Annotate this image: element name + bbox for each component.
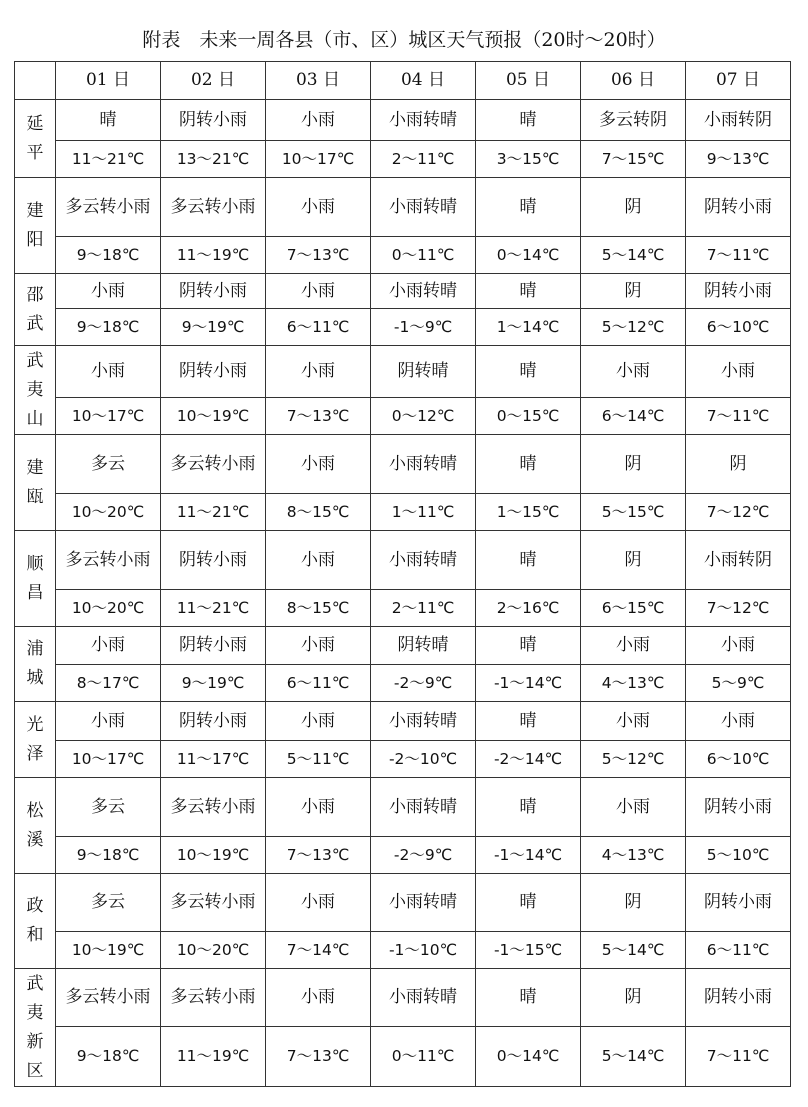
temperature-cell: 6～14℃ [581,398,686,435]
county-name-char: 瓯 [26,486,44,507]
county-name-char: 山 [26,408,44,429]
weather-cell: 晴 [476,178,581,237]
weather-cell: 晴 [476,778,581,837]
day-header: 07 日 [686,62,791,100]
temperature-cell: 6～15℃ [581,590,686,627]
temperature-cell: 10～19℃ [56,932,161,969]
county-name-char: 松 [26,800,44,821]
day-header: 01 日 [56,62,161,100]
weather-cell: 小雨 [266,346,371,398]
temperature-cell: 10～17℃ [56,741,161,778]
temperature-cell: 11～19℃ [161,1027,266,1087]
weather-cell: 晴 [476,100,581,141]
county-name [15,274,56,346]
county-name-char: 建 [26,457,44,478]
day-header: 05 日 [476,62,581,100]
temperature-cell: 13～21℃ [161,141,266,178]
county-name [15,778,56,874]
temperature-cell: 7～14℃ [266,932,371,969]
temperature-row [15,837,791,874]
weather-cell: 小雨 [56,346,161,398]
weather-cell: 小雨 [581,346,686,398]
temperature-row [15,932,791,969]
temperature-cell: -1～14℃ [476,665,581,702]
weather-cell: 小雨转晴 [371,435,476,494]
temperature-cell: 5～9℃ [686,665,791,702]
temperature-cell: 5～14℃ [581,932,686,969]
temperature-cell: 0～14℃ [476,1027,581,1087]
county-name-char: 夷 [26,1002,44,1023]
weather-cell: 晴 [476,627,581,665]
county-name-char: 新 [26,1031,44,1052]
county-name-char: 政 [26,896,44,916]
temperature-row [15,741,791,778]
temperature-cell: 3～15℃ [476,141,581,178]
temperature-cell: 2～16℃ [476,590,581,627]
day-header: 04 日 [371,62,476,100]
temperature-cell: 9～18℃ [56,309,161,346]
temperature-cell: 7～12℃ [686,494,791,531]
weather-row [15,346,791,398]
weather-cell: 阴转小雨 [686,874,791,932]
temperature-cell: 9～13℃ [686,141,791,178]
weather-cell: 小雨转阴 [686,100,791,141]
temperature-cell: -2～10℃ [371,741,476,778]
temperature-cell: 8～17℃ [56,665,161,702]
weather-cell: 小雨转晴 [371,874,476,932]
weather-row [15,627,791,665]
weather-cell: 小雨 [581,627,686,665]
weather-row [15,969,791,1027]
weather-cell: 多云转小雨 [161,969,266,1027]
county-name-char: 夷 [26,379,44,400]
weather-cell: 多云 [56,435,161,494]
temperature-cell: 5～12℃ [581,741,686,778]
weather-row [15,178,791,237]
temperature-cell: 6～10℃ [686,741,791,778]
county-name-char: 城 [26,668,44,688]
weather-cell: 小雨 [686,702,791,741]
temperature-cell: 10～20℃ [56,494,161,531]
temperature-cell: 7～11℃ [686,237,791,274]
weather-cell: 小雨 [56,274,161,309]
county-name-char: 武 [26,973,44,994]
weather-cell: 多云转小雨 [161,874,266,932]
weather-cell: 小雨 [266,969,371,1027]
weather-cell: 阴 [686,435,791,494]
weather-cell: 小雨 [581,778,686,837]
temperature-cell: 9～19℃ [161,309,266,346]
county-name [15,100,56,178]
temperature-cell: 9～18℃ [56,1027,161,1087]
temperature-cell: 7～13℃ [266,837,371,874]
temperature-cell: 5～12℃ [581,309,686,346]
temperature-cell: 10～19℃ [161,837,266,874]
temperature-cell: 7～11℃ [686,398,791,435]
temperature-cell: 5～14℃ [581,237,686,274]
county-name-char: 泽 [26,743,44,764]
temperature-cell: 10～17℃ [56,398,161,435]
county-name [15,435,56,531]
temperature-cell: -1～14℃ [476,837,581,874]
weather-cell: 多云转小雨 [56,531,161,590]
county-name [15,346,56,435]
weather-cell: 阴 [581,874,686,932]
temperature-cell: 11～17℃ [161,741,266,778]
weather-cell: 小雨 [581,702,686,741]
weather-cell: 阴 [581,969,686,1027]
weather-cell: 阴转小雨 [686,178,791,237]
temperature-cell: 9～19℃ [161,665,266,702]
weather-cell: 多云转小雨 [56,969,161,1027]
temperature-cell: 0～12℃ [371,398,476,435]
temperature-cell: 8～15℃ [266,590,371,627]
temperature-cell: 10～19℃ [161,398,266,435]
weather-cell: 小雨转晴 [371,178,476,237]
weather-cell: 小雨 [266,627,371,665]
temperature-cell: -1～9℃ [371,309,476,346]
temperature-cell: 7～12℃ [686,590,791,627]
weather-cell: 小雨 [266,274,371,309]
temperature-cell: 5～14℃ [581,1027,686,1087]
temperature-cell: 9～18℃ [56,837,161,874]
temperature-cell: 1～14℃ [476,309,581,346]
temperature-cell: 5～15℃ [581,494,686,531]
temperature-cell: 11～21℃ [161,590,266,627]
weather-cell: 晴 [476,874,581,932]
temperature-cell: 11～21℃ [56,141,161,178]
weather-row [15,874,791,932]
weather-cell: 晴 [476,435,581,494]
weather-cell: 阴转晴 [371,346,476,398]
weather-cell: 小雨转晴 [371,531,476,590]
weather-cell: 阴转小雨 [161,702,266,741]
temperature-row [15,398,791,435]
county-name-char: 顺 [26,553,44,574]
county-name-char: 和 [26,925,44,945]
temperature-cell: 10～20℃ [56,590,161,627]
temperature-row [15,237,791,274]
weather-cell: 小雨 [266,178,371,237]
weather-cell: 晴 [476,531,581,590]
county-name-char: 溪 [26,829,44,850]
temperature-cell: 10～20℃ [161,932,266,969]
county-name-char: 邵 [26,284,44,305]
county-name-char: 昌 [26,582,44,603]
county-name-char: 武 [26,350,44,371]
weather-row [15,100,791,141]
day-header: 02 日 [161,62,266,100]
weather-cell: 阴转小雨 [161,274,266,309]
county-name-char: 延 [26,113,44,134]
weather-cell: 阴转小雨 [161,531,266,590]
temperature-row [15,590,791,627]
weather-cell: 晴 [476,274,581,309]
corner-cell [15,62,56,100]
weather-row [15,778,791,837]
temperature-cell: 6～11℃ [266,665,371,702]
county-name-char: 区 [26,1060,44,1081]
temperature-cell: 7～11℃ [686,1027,791,1087]
weather-cell: 多云 [56,778,161,837]
temperature-cell: 7～13℃ [266,1027,371,1087]
temperature-cell: 0～15℃ [476,398,581,435]
weather-cell: 小雨 [266,874,371,932]
temperature-row [15,494,791,531]
weather-cell: 小雨转晴 [371,778,476,837]
weather-cell: 多云转小雨 [56,178,161,237]
temperature-cell: -1～10℃ [371,932,476,969]
county-name-char: 武 [26,313,44,334]
county-name [15,531,56,627]
temperature-cell: 4～13℃ [581,665,686,702]
weather-cell: 小雨转阴 [686,531,791,590]
temperature-cell: 11～19℃ [161,237,266,274]
temperature-cell: 0～11℃ [371,237,476,274]
temperature-cell: 6～11℃ [686,932,791,969]
county-name [15,178,56,274]
temperature-cell: 6～11℃ [266,309,371,346]
header-row [15,62,791,100]
temperature-cell: 5～10℃ [686,837,791,874]
temperature-cell: 0～11℃ [371,1027,476,1087]
county-name [15,874,56,969]
county-name-char: 平 [26,142,44,163]
temperature-cell: 7～13℃ [266,398,371,435]
weather-cell: 多云转小雨 [161,435,266,494]
temperature-cell: 11～21℃ [161,494,266,531]
temperature-cell: -2～9℃ [371,837,476,874]
forecast-table [14,61,791,1087]
weather-cell: 阴 [581,435,686,494]
temperature-cell: -2～9℃ [371,665,476,702]
weather-cell: 小雨 [686,627,791,665]
day-header: 06 日 [581,62,686,100]
weather-cell: 小雨转晴 [371,274,476,309]
weather-cell: 阴转小雨 [161,100,266,141]
temperature-cell: 2～11℃ [371,141,476,178]
weather-cell: 阴转小雨 [686,274,791,309]
temperature-cell: -1～15℃ [476,932,581,969]
temperature-cell: 4～13℃ [581,837,686,874]
weather-cell: 小雨转晴 [371,702,476,741]
county-name-char: 建 [26,200,44,221]
weather-cell: 阴转小雨 [161,627,266,665]
county-name-char: 光 [26,714,44,735]
weather-cell: 多云转小雨 [161,178,266,237]
weather-cell: 晴 [56,100,161,141]
temperature-row [15,1027,791,1087]
temperature-cell: -2～14℃ [476,741,581,778]
weather-cell: 晴 [476,969,581,1027]
weather-cell: 小雨 [266,531,371,590]
weather-cell: 小雨 [56,702,161,741]
weather-cell: 小雨 [266,435,371,494]
weather-cell: 小雨 [56,627,161,665]
temperature-row [15,141,791,178]
weather-cell: 阴 [581,178,686,237]
weather-cell: 阴转小雨 [686,969,791,1027]
temperature-row [15,309,791,346]
weather-cell: 晴 [476,346,581,398]
temperature-cell: 7～15℃ [581,141,686,178]
weather-cell: 多云 [56,874,161,932]
temperature-cell: 0～14℃ [476,237,581,274]
weather-cell: 阴 [581,531,686,590]
temperature-cell: 5～11℃ [266,741,371,778]
county-name [15,702,56,778]
weather-cell: 阴转小雨 [161,346,266,398]
weather-cell: 小雨 [266,100,371,141]
weather-row [15,435,791,494]
weather-cell: 小雨转晴 [371,100,476,141]
temperature-row [15,665,791,702]
weather-row [15,274,791,309]
weather-row [15,702,791,741]
weather-cell: 阴转小雨 [686,778,791,837]
temperature-cell: 6～10℃ [686,309,791,346]
weather-cell: 小雨 [266,778,371,837]
weather-cell: 阴 [581,274,686,309]
weather-row [15,531,791,590]
county-name-char: 阳 [26,229,44,250]
temperature-cell: 2～11℃ [371,590,476,627]
county-name-char: 浦 [26,639,44,659]
day-header: 03 日 [266,62,371,100]
weather-cell: 多云转小雨 [161,778,266,837]
county-name [15,627,56,702]
weather-cell: 多云转阴 [581,100,686,141]
county-name [15,969,56,1087]
temperature-cell: 7～13℃ [266,237,371,274]
temperature-cell: 9～18℃ [56,237,161,274]
weather-cell: 小雨 [266,702,371,741]
weather-cell: 阴转晴 [371,627,476,665]
weather-cell: 小雨 [686,346,791,398]
temperature-cell: 1～15℃ [476,494,581,531]
temperature-cell: 1～11℃ [371,494,476,531]
page-title: 附表 未来一周各县（市、区）城区天气预报（20时～20时） [142,29,666,51]
weather-cell: 小雨转晴 [371,969,476,1027]
temperature-cell: 8～15℃ [266,494,371,531]
temperature-cell: 10～17℃ [266,141,371,178]
weather-cell: 晴 [476,702,581,741]
